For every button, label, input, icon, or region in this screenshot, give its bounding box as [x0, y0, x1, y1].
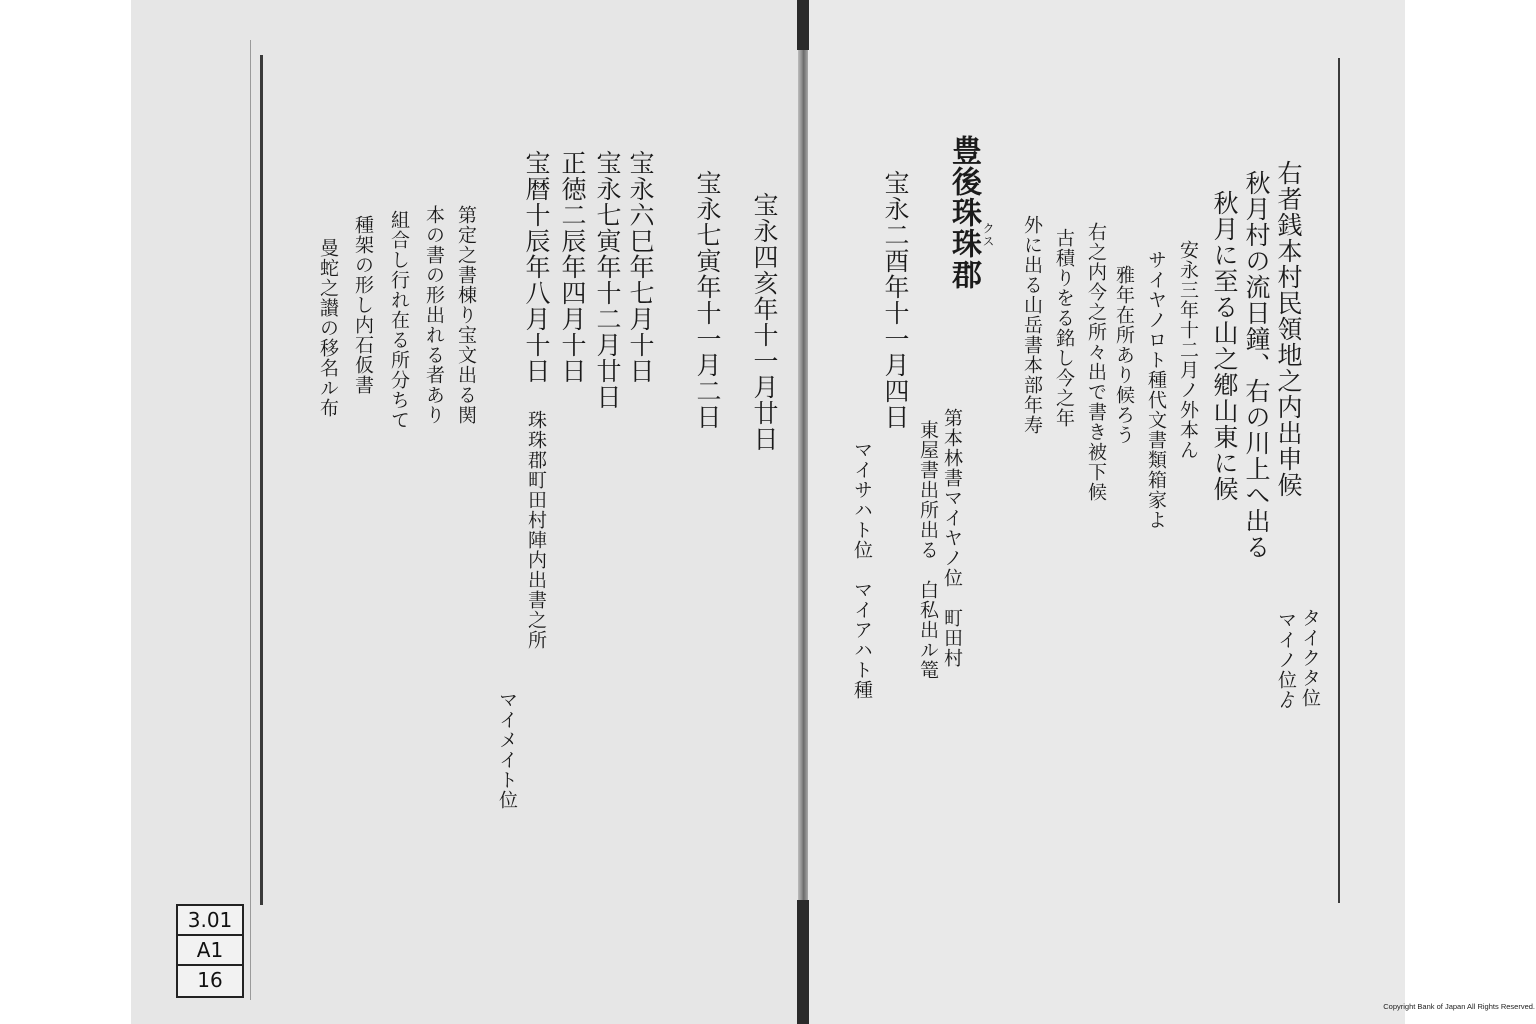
right-column-4: 安永三年十二月ノ外本ん [1177, 240, 1199, 460]
catalog-label [176, 904, 244, 998]
right-column-3: 秋月に至る山之鄕山東に候 [1210, 190, 1239, 502]
left-page [131, 0, 798, 1024]
district-heading: 豊後珠珠郡 [946, 135, 981, 290]
left-column-10: 宝暦十辰年八月十日 [522, 150, 551, 384]
left-column-9: 正徳二辰年四月十日 [558, 150, 587, 384]
left-column-7: 宝永六巳年七月十日 [626, 150, 655, 384]
left-column-13: 第定之書棟り宝文出る関 [455, 205, 477, 425]
right-column-7: 右之内今之所々出で書き被下候 [1085, 222, 1107, 502]
left-column-5: 宝永四亥年十一月廿日 [750, 192, 779, 452]
left-column-3: 東屋書出所出る 白私出ル篭 [917, 420, 939, 680]
right-column-8: 古積りをる銘し今之年 [1053, 228, 1075, 428]
left-column-12: マイメイト位 [496, 690, 518, 810]
copyright-notice: Copyright Bank of Japan All Rights Reserved. [1383, 1002, 1535, 1011]
left-column-1: 宝永二酉年十一月四日 [881, 170, 910, 430]
left-page-margin-rule [260, 55, 263, 905]
left-column-11: 珠珠郡町田村陣内出書之所 [525, 410, 547, 650]
left-column-14: 本の書の形出れる者あり [423, 205, 445, 425]
right-page-edge-rule [1338, 58, 1340, 903]
right-column-6: 雅年在所あり候ろう [1113, 265, 1135, 445]
left-column-17: 曼蛇之讃の移名ル布 [317, 238, 339, 418]
left-column-16: 種架の形し内石仮書 [352, 215, 374, 395]
right-annotation-2: マイノ位ゟ [1275, 610, 1297, 710]
district-heading-furigana: クス [981, 222, 995, 248]
right-column-9: 外に出る山岳書本部年寿 [1021, 215, 1043, 435]
left-column-6: 宝永七寅年十一月二日 [693, 170, 722, 430]
right-column-5: サイヤノロト種代文書類箱家よ [1145, 250, 1167, 530]
left-column-8: 宝永七寅年十二月廿日 [593, 150, 622, 410]
gutter-shadow-bottom [797, 900, 809, 1024]
catalog-label-line-2: A1 [178, 936, 242, 966]
catalog-label-line-1: 3.01 [178, 906, 242, 936]
gutter-shadow-top [797, 0, 809, 50]
right-annotation-1: タイクタ位 [1299, 608, 1321, 708]
right-column-2: 秋月村の流日鐘、右の川上へ出る [1242, 170, 1271, 560]
right-column-1: 右者銭本村民領地之内出申候 [1274, 160, 1303, 498]
catalog-label-line-3: 16 [197, 968, 223, 992]
right-page [808, 0, 1405, 1024]
left-column-4: マイサハト位 マイアハト種 [851, 440, 873, 700]
book-gutter [798, 0, 808, 1024]
left-page-outer-edge [250, 40, 251, 1000]
left-column-15: 組合し行れ在る所分ちて [388, 210, 410, 430]
left-column-2: 第本林書マイヤノ位 町田村 [941, 408, 963, 668]
